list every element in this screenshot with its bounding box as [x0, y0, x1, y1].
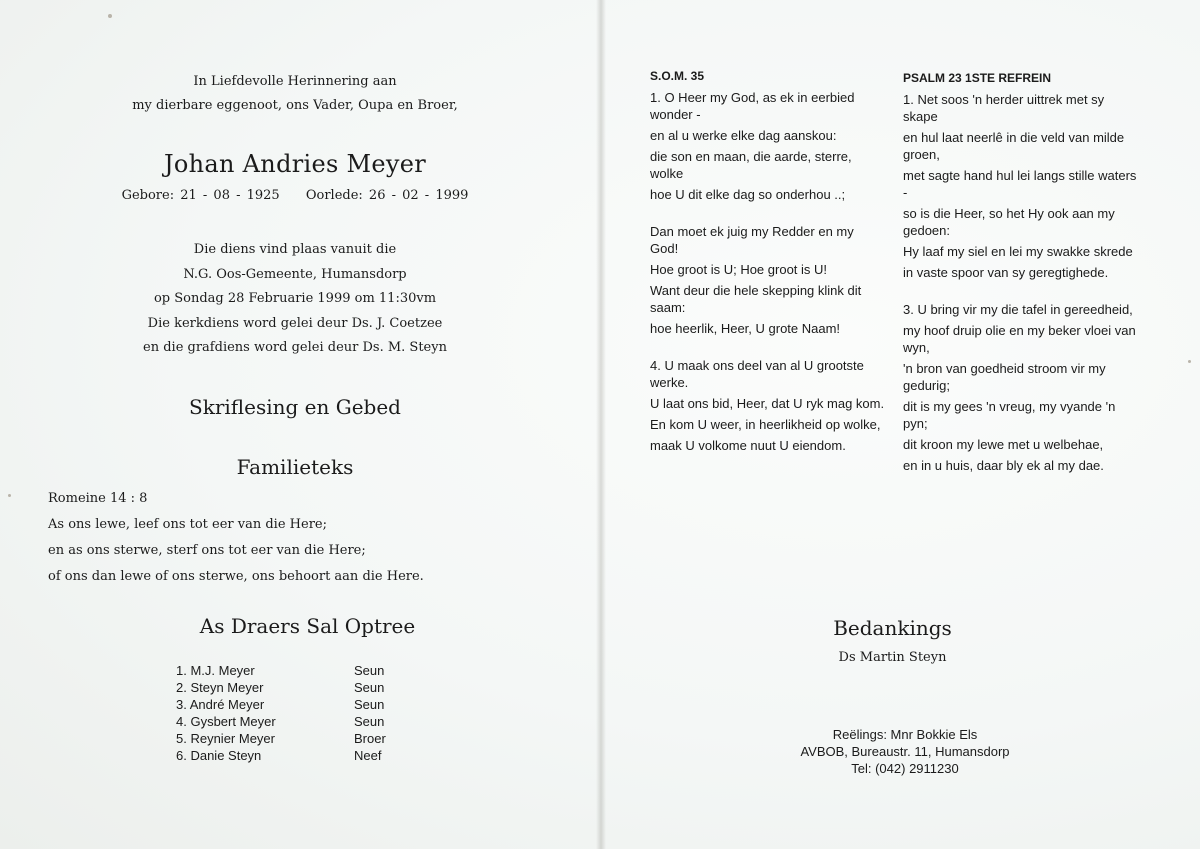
intro-line: In Liefdevolle Herinnering aan [193, 74, 397, 89]
hymn-line: maak U volkome nuut U eiendom. [650, 438, 846, 453]
arrangement-line: AVBOB, Bureaustr. 11, Humansdorp [800, 744, 1010, 759]
hymn-line: die son en maan, die aarde, sterre, wolke [650, 149, 852, 181]
hymn-line: dit kroon my lewe met u welbehae, [903, 437, 1104, 452]
list-item [176, 730, 386, 747]
deceased-name: Johan Andries Meyer [163, 150, 427, 178]
hymn-line: 1. Net soos 'n herder uittrek met sy skape [903, 92, 1105, 124]
heading-familieteks: Familieteks [236, 455, 354, 479]
hymn-line: en hul laat neerlê in die veld van milde groen, [903, 130, 1125, 162]
list-item [176, 747, 386, 764]
hymn-line: Hoe groot is U; Hoe groot is U! [650, 262, 828, 277]
bearer-relation: Seun [354, 663, 385, 678]
scripture-line: As ons lewe, leef ons tot eer van die Here; [48, 517, 327, 532]
list-item [176, 696, 386, 713]
service-line: Die kerkdiens word gelei deur Ds. J. Coetzee [147, 315, 443, 331]
pallbearer-list [176, 662, 386, 764]
hymn-som-35 [650, 68, 885, 458]
service-line: N.G. Oos-Gemeente, Humansdorp [183, 266, 407, 282]
bearer-relation: Broer [354, 731, 386, 746]
service-details [100, 238, 490, 361]
hymn-line: En kom U weer, in heerlikheid op wolke, [650, 417, 881, 432]
paper-speck [108, 14, 112, 18]
hymn-line: in vaste spoor van sy geregtighede. [903, 265, 1109, 280]
heading-skriflesing: Skriflesing en Gebed [189, 395, 401, 419]
hymn-line: my hoof druip olie en my beker vloei van wyn, [903, 323, 1136, 355]
list-item [176, 679, 386, 696]
hymn-line: en al u werke elke dag aanskou: [650, 128, 837, 143]
scripture-reference: Romeine 14 : 8 [48, 491, 148, 506]
bearer-relation: Neef [354, 748, 382, 763]
hymn-line: 1. O Heer my God, as ek in eerbied wonder - [650, 90, 855, 122]
bearer-name: 4. Gysbert Meyer [176, 714, 276, 729]
birth-date: Gebore: 21 - 08 - 1925 [121, 188, 280, 203]
scripture-line: of ons dan lewe of ons sterwe, ons behoort aan die Here. [48, 569, 424, 584]
hymn-line: hoe heerlik, Heer, U grote Naam! [650, 321, 841, 336]
arrangement-line: Tel: (042) 2911230 [851, 761, 959, 776]
funeral-arrangements [740, 726, 1070, 777]
hymn-title: S.O.M. 35 [650, 69, 705, 83]
hymn-line: dit is my gees 'n vreug, my vyande 'n pyn; [903, 399, 1116, 431]
bearer-name: 3. André Meyer [176, 697, 265, 712]
paper-speck [8, 494, 11, 497]
service-line: op Sondag 28 Februarie 1999 om 11:30vm [153, 291, 437, 306]
hymn-line: Dan moet ek juig my Redder en my God! [650, 224, 854, 256]
hymn-line: Hy laaf my siel en lei my swakke skrede [903, 244, 1133, 259]
scripture-line: en as ons sterwe, sterf ons tot eer van die Here; [48, 543, 366, 558]
memorial-intro [100, 70, 490, 118]
life-dates [100, 188, 490, 203]
arrangement-line: Reëlings: Mnr Bokkie Els [832, 727, 978, 742]
hymn-title: PSALM 23 1STE REFREIN [903, 71, 1052, 85]
hymn-line: so is die Heer, so het Hy ook aan my gedoen: [903, 206, 1115, 238]
paper-speck [1188, 360, 1191, 363]
hymn-line: met sagte hand hul lei langs stille waters - [903, 168, 1137, 200]
center-fold [596, 0, 606, 849]
hymn-line: U laat ons bid, Heer, dat U ryk mag kom. [650, 396, 885, 411]
bearer-relation: Seun [354, 680, 385, 695]
bearer-name: 6. Danie Steyn [176, 748, 262, 763]
heading-pallbearers: As Draers Sal Optree [199, 614, 416, 638]
thanks-name: Ds Martin Steyn [838, 650, 947, 665]
service-line: Die diens vind plaas vanuit die [193, 242, 397, 257]
hymn-line: hoe U dit elke dag so onderhou ..; [650, 187, 846, 202]
bearer-name: 2. Steyn Meyer [176, 680, 264, 695]
service-line: en die grafdiens word gelei deur Ds. M. Steyn [143, 340, 447, 355]
death-date: Oorlede: 26 - 02 - 1999 [305, 188, 469, 203]
family-scripture [48, 486, 548, 590]
bearer-relation: Seun [354, 697, 385, 712]
bearer-name: 5. Reynier Meyer [176, 731, 275, 746]
hymn-line: 4. U maak ons deel van al U grootste werke. [650, 358, 864, 390]
hymn-line: 3. U bring vir my die tafel in gereedheid, [903, 302, 1133, 317]
heading-bedankings: Bedankings [833, 616, 952, 640]
list-item [176, 713, 386, 730]
bearer-name: 1. M.J. Meyer [176, 663, 255, 678]
list-item [176, 662, 386, 679]
intro-line: my dierbare eggenoot, ons Vader, Oupa en Broer, [132, 98, 458, 113]
hymn-line: Want deur die hele skepping klink dit saam: [650, 283, 862, 315]
hymn-line: 'n bron van goedheid stroom vir my gedurig; [903, 361, 1106, 393]
hymn-psalm-23 [903, 70, 1138, 478]
hymn-line: en in u huis, daar bly ek al my dae. [903, 458, 1104, 473]
bearer-relation: Seun [354, 714, 385, 729]
